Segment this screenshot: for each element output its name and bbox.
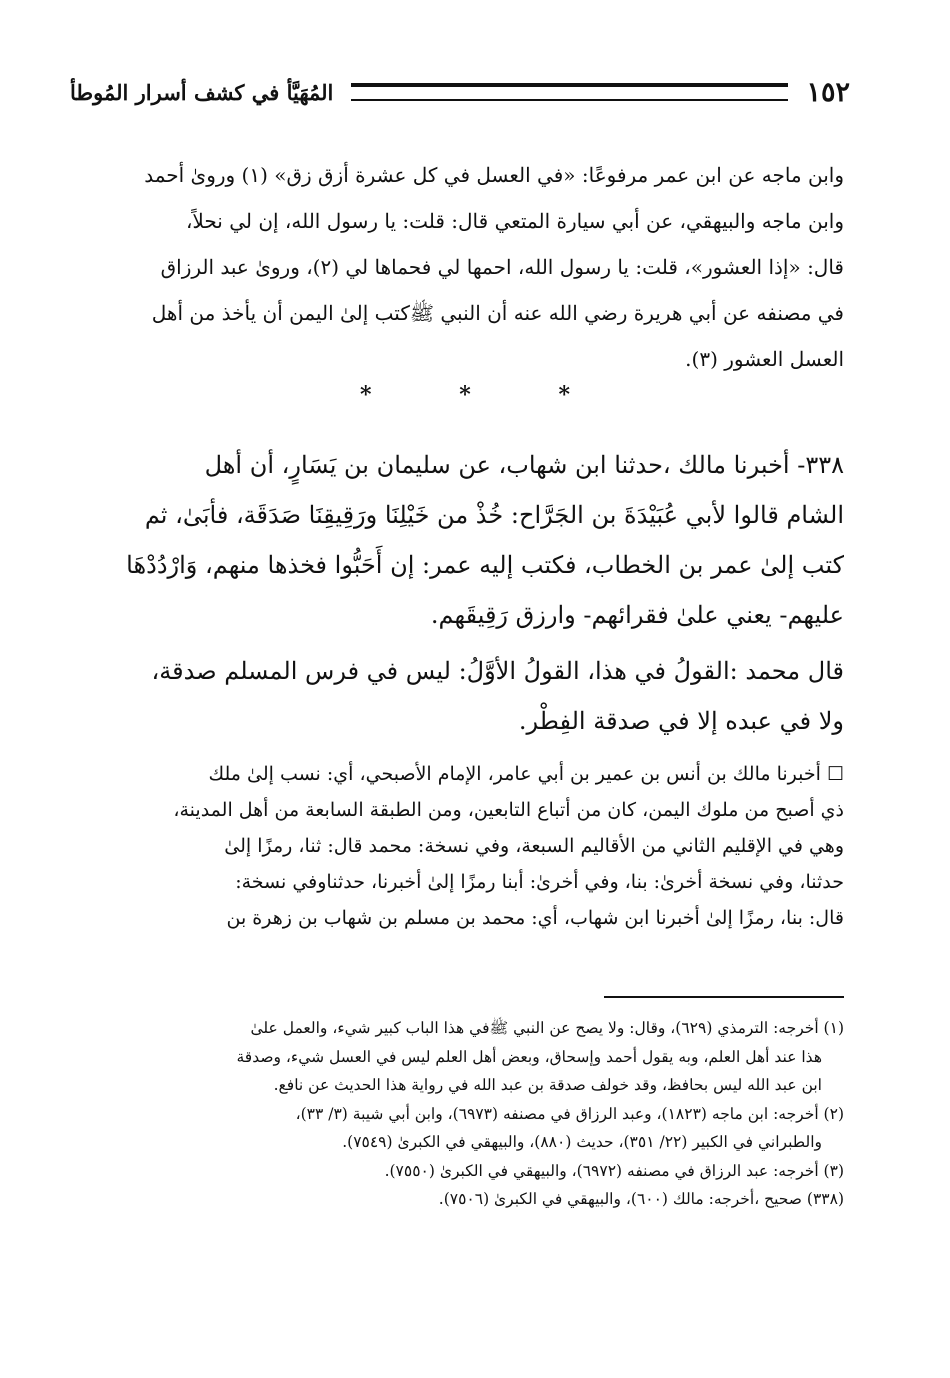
hadith-text	[78, 440, 844, 640]
hadith-line: عليهم- يعني علىٰ فقرائهم- وارزق رَقِيقَهم.	[430, 601, 844, 629]
page-number: ١٥٢	[806, 76, 850, 108]
asterisk: *	[459, 382, 471, 408]
hadith-line: ٣٣٨- أخبرنا مالك ،حدثنا ابن شهاب، عن سليمان بن يَسَارٍ، أن أهل	[204, 451, 844, 479]
footnote-line: (٣) أخرجه: عبد الرزاق في مصنفه (٦٩٧٢)، والبيهقي في الكبرىٰ (٧٥٥٠).	[384, 1161, 844, 1180]
statement-line: ولا في عبده إلا في صدقة الفِطْر.	[518, 707, 844, 735]
footnote-line: (٢) أخرجه: ابن ماجه (١٨٢٣)، وعبد الرزاق في مصنفه (٦٩٧٣)، وابن أبي شيبة (٣/ ٣٣)،	[295, 1104, 844, 1123]
text-line: في مصنفه عن أبي هريرة رضي الله عنه أن النبي ﷺكتب إلىٰ اليمن أن يأخذ من أهل	[151, 301, 844, 325]
commentary-line: ذي أصبح من ملوك اليمن، كان من أتباع التابعين، ومن الطبقة السابعة من أهل المدينة،	[173, 799, 844, 821]
section-separator	[360, 382, 570, 408]
footnote-line: (١) أخرجه: الترمذي (٦٢٩)، وقال: ولا يصح عن النبي ﷺفي هذا الباب كبير شيء، والعمل علىٰ	[250, 1019, 844, 1037]
header-rule	[351, 83, 788, 101]
footnote-line: (٣٣٨) صحيح ،أخرجه: مالك (٦٠٠)، والبيهقي في الكبرىٰ (٧٥٠٦).	[438, 1190, 844, 1208]
statement-line: قال محمد :القولُ في هذا، القولُ الأوَّلُ: ليس في فرس المسلم صدقة،	[151, 657, 844, 685]
commentary-line: قال: بنا، رمزًا إلىٰ أخبرنا ابن شهاب، أي: محمد بن مسلم بن شهاب بن زهرة بن	[226, 907, 844, 929]
footnote-line: ابن عبد الله ليس بحافظ، وقد خولف صدقة بن عبد الله في رواية هذا الحديث عن نافع.	[273, 1076, 822, 1094]
text-line: العسل العشور (٣).	[685, 347, 844, 371]
commentary-line: وهي في الإقليم الثاني من الأقاليم السبعة، وفي نسخة: محمد قال: ثنا، رمزًا إلىٰ	[224, 835, 844, 857]
hadith-line: الشام قالوا لأبي عُبَيْدَةَ بن الجَرَّاح: خُذْ من خَيْلِنَا ورَقِيقِنَا صَدَقَة، فأبَىٰ، ثم	[144, 501, 844, 529]
text-line: قال: «إذا العشور»، قلت: يا رسول الله، احمها لي فحماها لي (٢)، وروىٰ عبد الرزاق	[160, 255, 844, 279]
text-line: وابن ماجه عن ابن عمر مرفوعًا: «في العسل في كل عشرة أزق زق» (١) وروىٰ أحمد	[144, 163, 844, 187]
commentary-paragraph	[78, 756, 844, 936]
running-header	[70, 72, 850, 112]
commentary-line: حدثنا، وفي نسخة أخرىٰ: بنا، وفي أخرىٰ: أبنا رمزًا إلىٰ أخبرنا، حدثناوفي نسخة:	[235, 871, 844, 893]
footnotes	[78, 1014, 844, 1214]
footnote-rule	[604, 996, 844, 998]
text-line: وابن ماجه والبيهقي، عن أبي سيارة المتعي قال: قلت: يا رسول الله، إن لي نحلاً،	[185, 209, 844, 233]
footnote-line: هذا عند أهل العلم، وبه يقول أحمد وإسحاق، وبعض أهل العلم ليس في العسل شيء، وصدقة	[236, 1047, 822, 1066]
asterisk: *	[558, 382, 570, 408]
asterisk: *	[360, 382, 372, 408]
book-title: المُهَيَّأ في كشف أسرار المُوطأ	[70, 79, 334, 105]
muhammad-statement	[78, 646, 844, 746]
commentary-line: ☐ أخبرنا مالك بن أنس بن عمير بن أبي عامر، الإمام الأصبحي، أي: نسب إلىٰ ملك	[208, 763, 844, 785]
continuation-paragraph	[78, 152, 844, 382]
hadith-line: كتب إلىٰ عمر بن الخطاب، فكتب إليه عمر: إن أَحَبُّوا فخذها منهم، وَارْدُدْهَا	[126, 551, 844, 579]
footnote-line: والطبراني في الكبير (٢٢/ ٣٥١)، حديث (٨٨٠)، والبيهقي في الكبرىٰ (٧٥٤٩).	[342, 1133, 822, 1151]
